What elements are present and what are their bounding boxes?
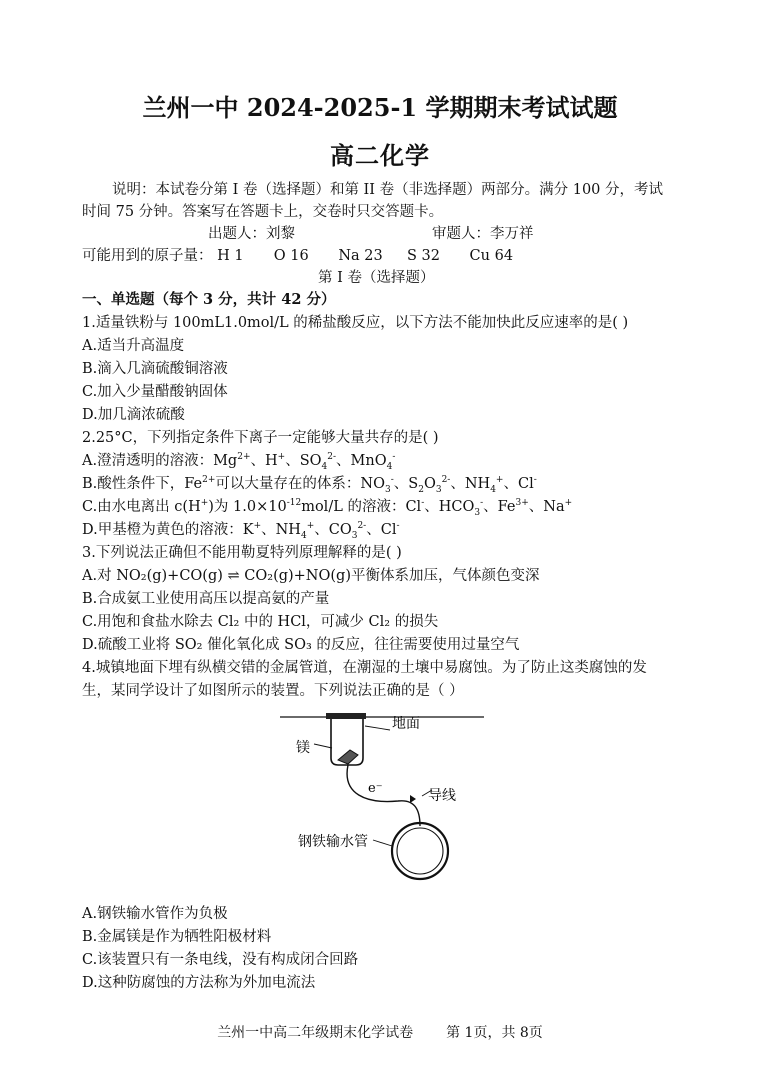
mg-pointer [314,744,332,748]
q3-option-a: A.对 NO₂(g)+CO(g) ⇌ CO₂(g)+NO(g)平衡体系加压，气体颜色变深 [82,568,540,584]
q2-option-d: D.甲基橙为黄色的溶液：K+、$NH_4^+$、$CO_3^{2-}$、Cl- [82,521,400,541]
q1-stem: 1.适量铁粉与 100mL1.0mol/L 的稀盐酸反应，以下方法不能加快此反应速率的是( ) [82,315,629,331]
q3-stem: 3.下列说法正确但不能用勒夏特列原理解释的是( ) [82,545,402,561]
ground-pointer [365,726,390,730]
label-wire: 导线 [428,788,456,804]
ground-cap [326,713,366,719]
atomic-mass-na: Na 23 [338,248,383,264]
exam-title: 兰州一中 2024-2025-1 学期期末考试试题 [142,93,618,122]
label-electron: e⁻ [368,781,383,796]
atomic-mass-s: S 32 [406,248,440,264]
section-title: 一、单选题（每个 3 分，共计 42 分） [82,291,336,308]
label-ground: 地面 [392,716,420,732]
wire [347,765,420,826]
q1-option-c: C.加入少量醋酸钠固体 [82,384,228,400]
subject-title: 高二化学 [330,141,430,170]
atomic-mass-cu: Cu 64 [469,248,514,264]
q1-option-d: D.加几滴浓硫酸 [82,407,185,423]
q4-stem-line-1: 4.城镇地面下埋有纵横交错的金属管道，在潮湿的土壤中易腐蚀。为了防止这类腐蚀的发 [82,660,647,676]
q2-option-b: B.酸性条件下，$Fe^{2+}$可以大量存在的体系：$NO_3^-$、$S_2O_3^{2-}$、$NH_4^+$、Cl- [82,475,537,495]
corrosion-protection-diagram [270,702,510,892]
electron-arrow [410,795,416,803]
footer-title: 兰州一中高二年级期末化学试卷 [217,1025,414,1041]
q4-stem-line-2: 生，某同学设计了如图所示的装置。下列说法正确的是（ ） [82,683,464,699]
intro-line-2: 时间 75 分钟。答案写在答题卡上，交卷时只交答题卡。 [82,204,444,220]
atomic-mass-h: H 1 [217,248,244,264]
page-footer [0,1022,760,1042]
q4-option-c: C.该装置只有一条电线，没有构成闭合回路 [82,952,359,968]
author: 出题人：刘黎 [208,226,295,242]
atomic-mass-label: 可能用到的原子量： [82,248,213,264]
pipe-pointer [373,840,392,846]
q2-stem: 2.25°C，下列指定条件下离子一定能够大量共存的是( ) [82,430,439,446]
q3-option-b: B.合成氨工业使用高压以提高氨的产量 [82,591,330,607]
atomic-mass-o: O 16 [273,248,309,264]
q2-option-c: C.由水电离出 c(H+)为 $1.0\times 10^{-12}mol/L$ 的溶液：Cl-、$HCO_3^-$、$Fe^{3+}$、Na+ [82,498,573,518]
label-magnesium: 镁 [296,740,310,756]
intro-line-1: 说明：本试卷分第 I 卷（选择题）和第 II 卷（非选择题）两部分。满分 100 分，考试 [112,182,664,198]
label-pipe: 钢铁输水管 [298,834,368,850]
q2-option-a: A.澄清透明的溶液：$Mg^{2+}$、H+、$SO_4^{2-}$、MnO$_4$- [82,452,396,472]
magnesium-block [338,750,358,764]
q4-option-b: B.金属镁是作为牺牲阳极材料 [82,929,272,945]
footer-page-number: 第 1页，共 8页 [446,1025,543,1041]
reviewer: 审题人：李万祥 [432,226,534,242]
q3-option-c: C.用饱和食盐水除去 Cl₂ 中的 HCl，可减少 Cl₂ 的损失 [82,614,439,630]
q3-option-d: D.硫酸工业将 SO₂ 催化氧化成 SO₃ 的反应，往往需要使用过量空气 [82,637,520,653]
part-title: 第 I 卷（选择题） [318,270,435,286]
atomic-mass-line [82,246,513,266]
steel-pipe-inner [397,828,443,874]
q4-option-d: D.这种防腐蚀的方法称为外加电流法 [82,975,316,991]
q1-option-b: B.滴入几滴硫酸铜溶液 [82,361,228,377]
q1-option-a: A.适当升高温度 [82,338,185,354]
q4-option-a: A.钢铁输水管作为负极 [82,906,228,922]
steel-pipe-outer [392,823,448,879]
